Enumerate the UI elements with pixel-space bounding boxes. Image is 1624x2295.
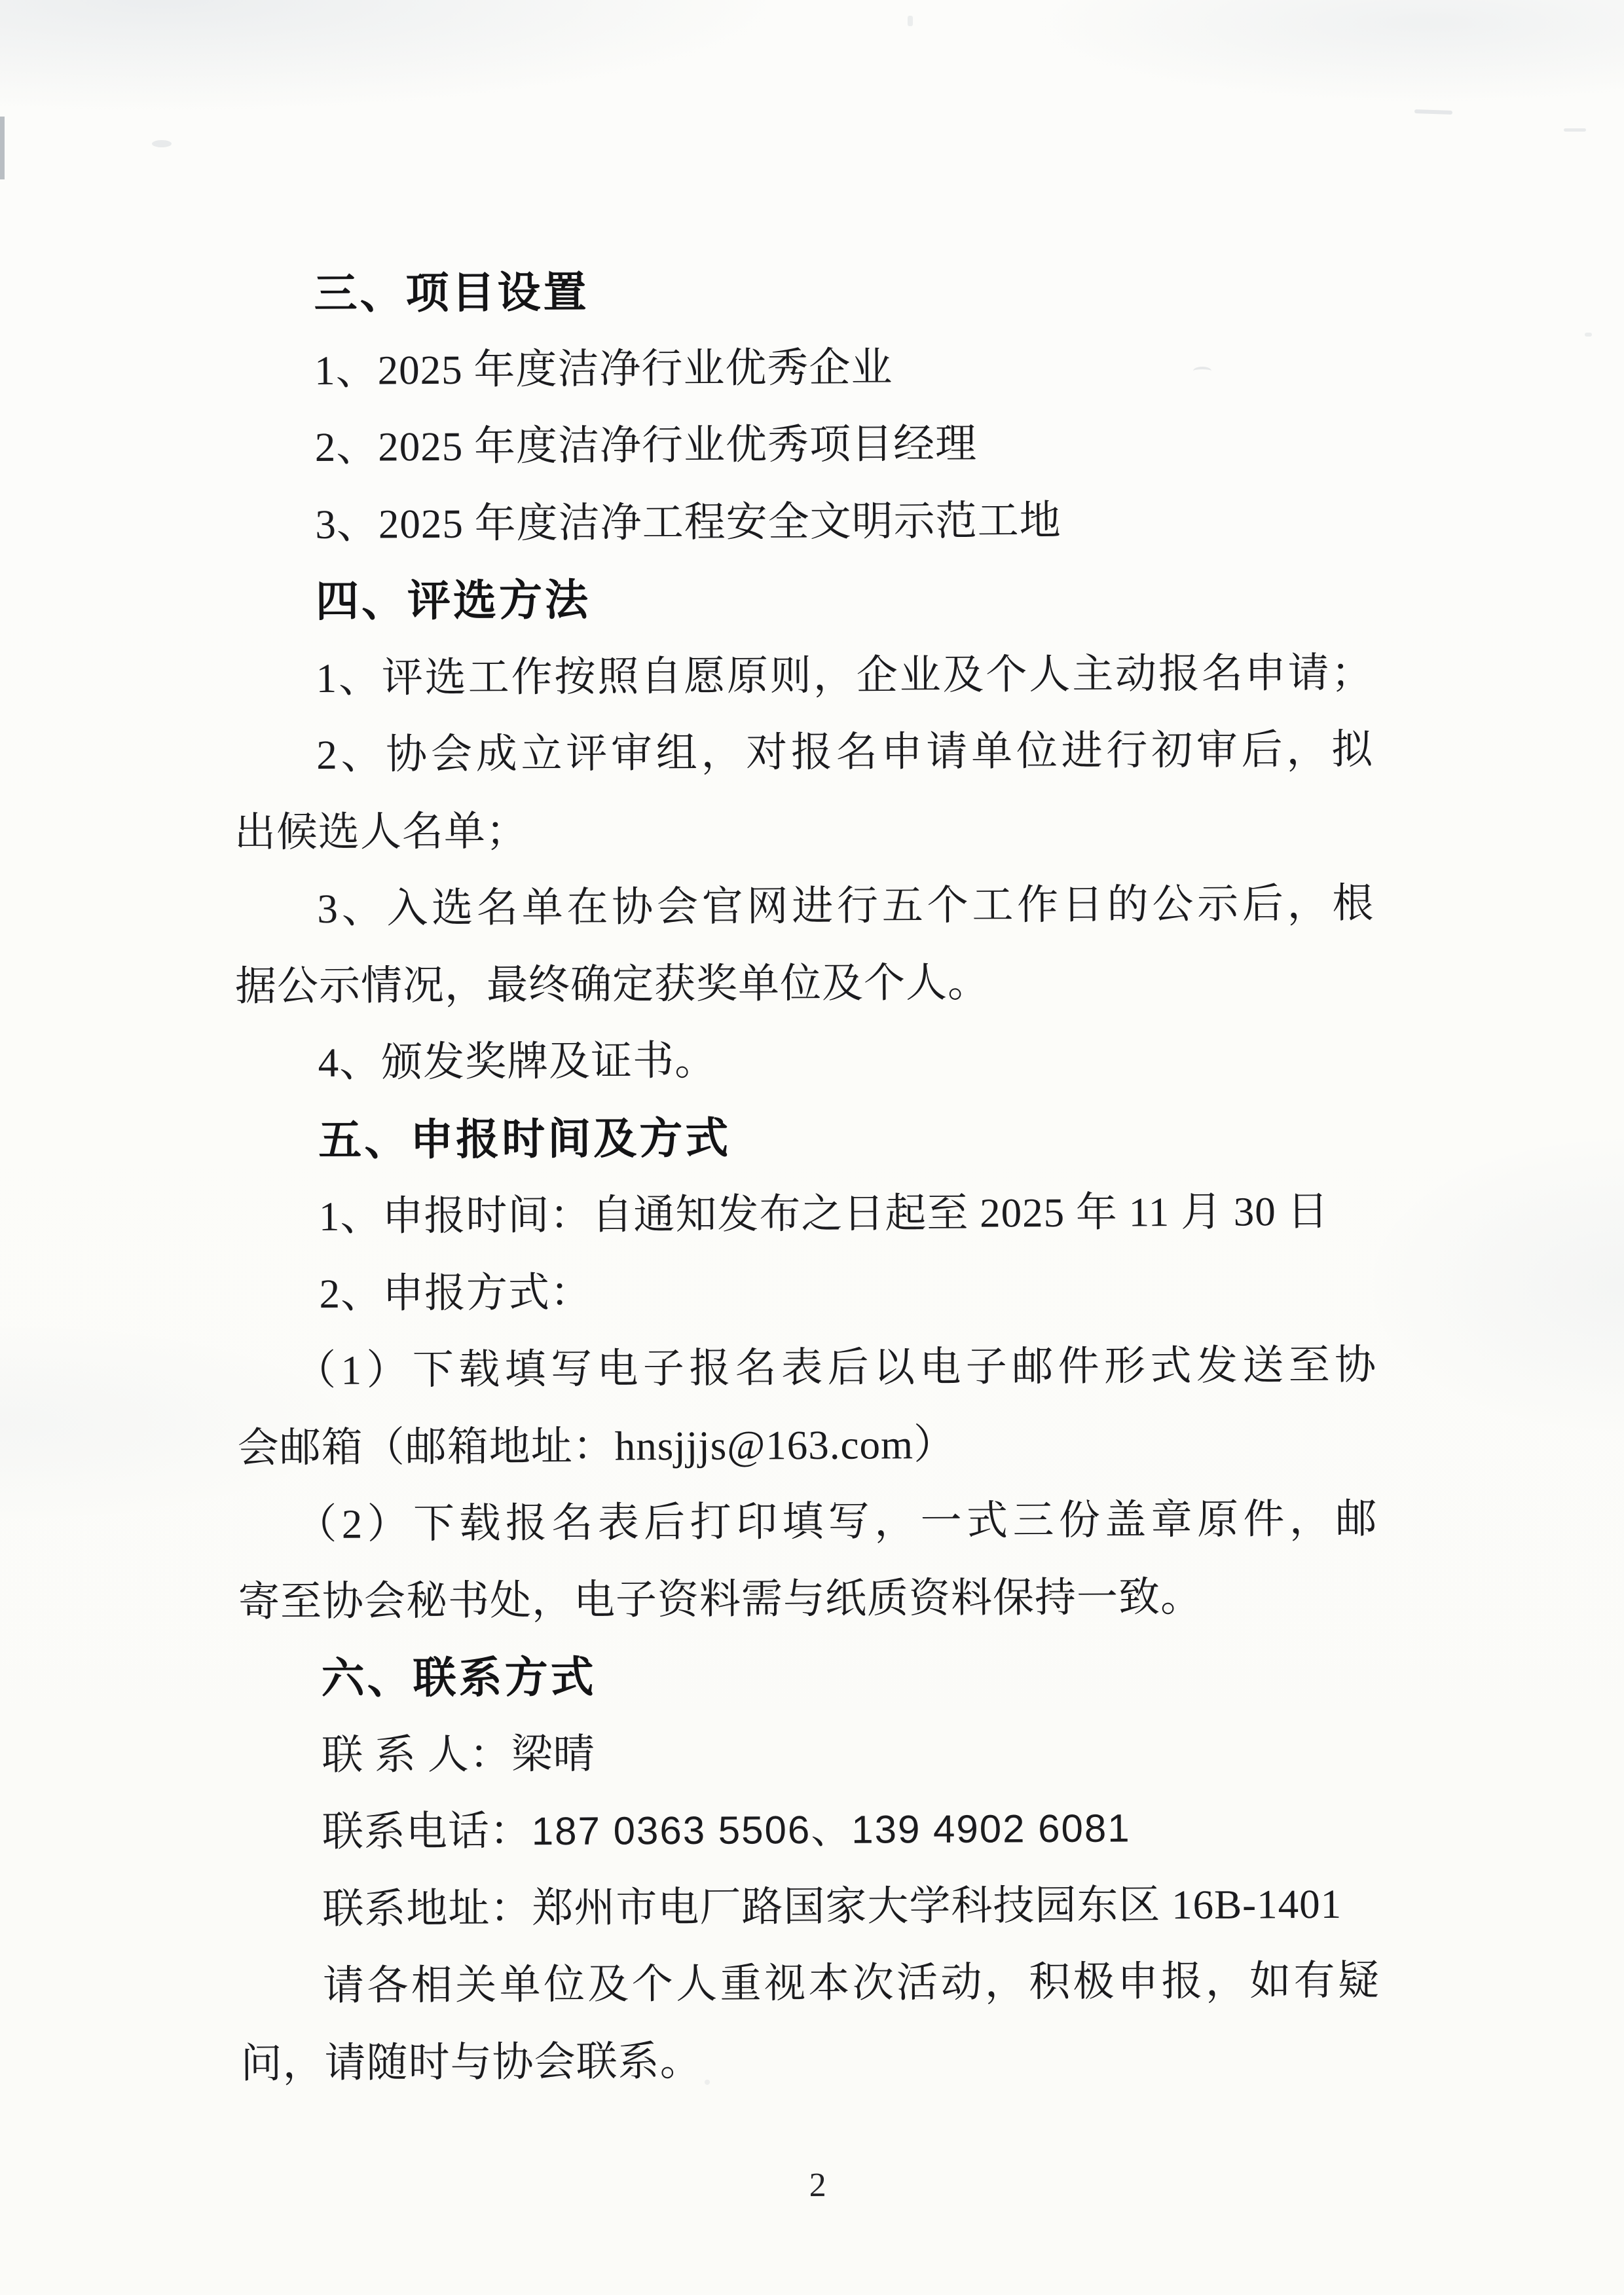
selection-item-3-line-2: 据公示情况，最终确定获奖单位及个人。 (234, 959, 990, 1010)
contact-phone-numbers: 187 0363 5506、139 4902 6081 (531, 1806, 1131, 1854)
project-item-3: 3、2025 年度洁净工程安全文明示范工地 (315, 497, 1061, 547)
project-item-1: 1、2025 年度洁净行业优秀企业 (314, 344, 893, 394)
closing-line-1: 请各相关单位及个人重视本次活动，积极申报，如有疑 (322, 1957, 1380, 2009)
section-heading-contact: 六、联系方式 (321, 1652, 597, 1702)
contact-phone-line (240, 1788, 1380, 1871)
method-1-line-2-email: 会邮箱（邮箱地址：hnsjjjs@163.com） (237, 1421, 956, 1471)
selection-item-4: 4、颁发奖牌及证书。 (318, 1037, 717, 1086)
selection-item-3-line-1: 3、入选名单在协会官网进行五个工作日的公示后，根 (317, 880, 1375, 932)
application-method-item: 2、申报方式： (319, 1269, 593, 1317)
method-2-line-2: 寄至协会秘书处，电子资料需与纸质资料保持一致。 (238, 1573, 1203, 1625)
method-1-line-1: （1）下载填写电子报名表后以电子邮件形式发送至协 (294, 1342, 1377, 1394)
section-heading-projects: 三、项目设置 (314, 267, 589, 318)
section-heading-selection: 四、评选方法 (315, 575, 591, 625)
contact-address-line: 联系地址：郑州市电厂路国家大学科技园东区 16B-1401 (322, 1881, 1342, 1932)
selection-item-2-line-1: 2、协会成立评审组，对报名申请单位进行初审后，拟 (316, 726, 1374, 778)
application-time-item: 1、申报时间：自通知发布之日起至 2025 年 11 月 30 日 (318, 1188, 1329, 1239)
selection-item-2-line-2: 出候选人名单； (234, 807, 528, 856)
method-2-line-1: （2）下载报名表后打印填写，一式三份盖章原件，邮 (295, 1496, 1378, 1548)
selection-item-1: 1、评选工作按照自愿原则，企业及个人主动报名申请； (316, 650, 1373, 701)
project-item-2: 2、2025 年度洁净行业优秀项目经理 (314, 420, 978, 470)
text-block (231, 250, 1380, 2102)
contact-person-line: 联 系 人：梁晴 (322, 1731, 595, 1778)
closing-line-2: 问，请随时与协会联系。 (240, 2038, 702, 2087)
page-number: 2 (809, 2166, 826, 2205)
section-heading-application: 五、申报时间及方式 (318, 1113, 731, 1164)
contact-phone-label: 联系电话： (322, 1808, 532, 1855)
